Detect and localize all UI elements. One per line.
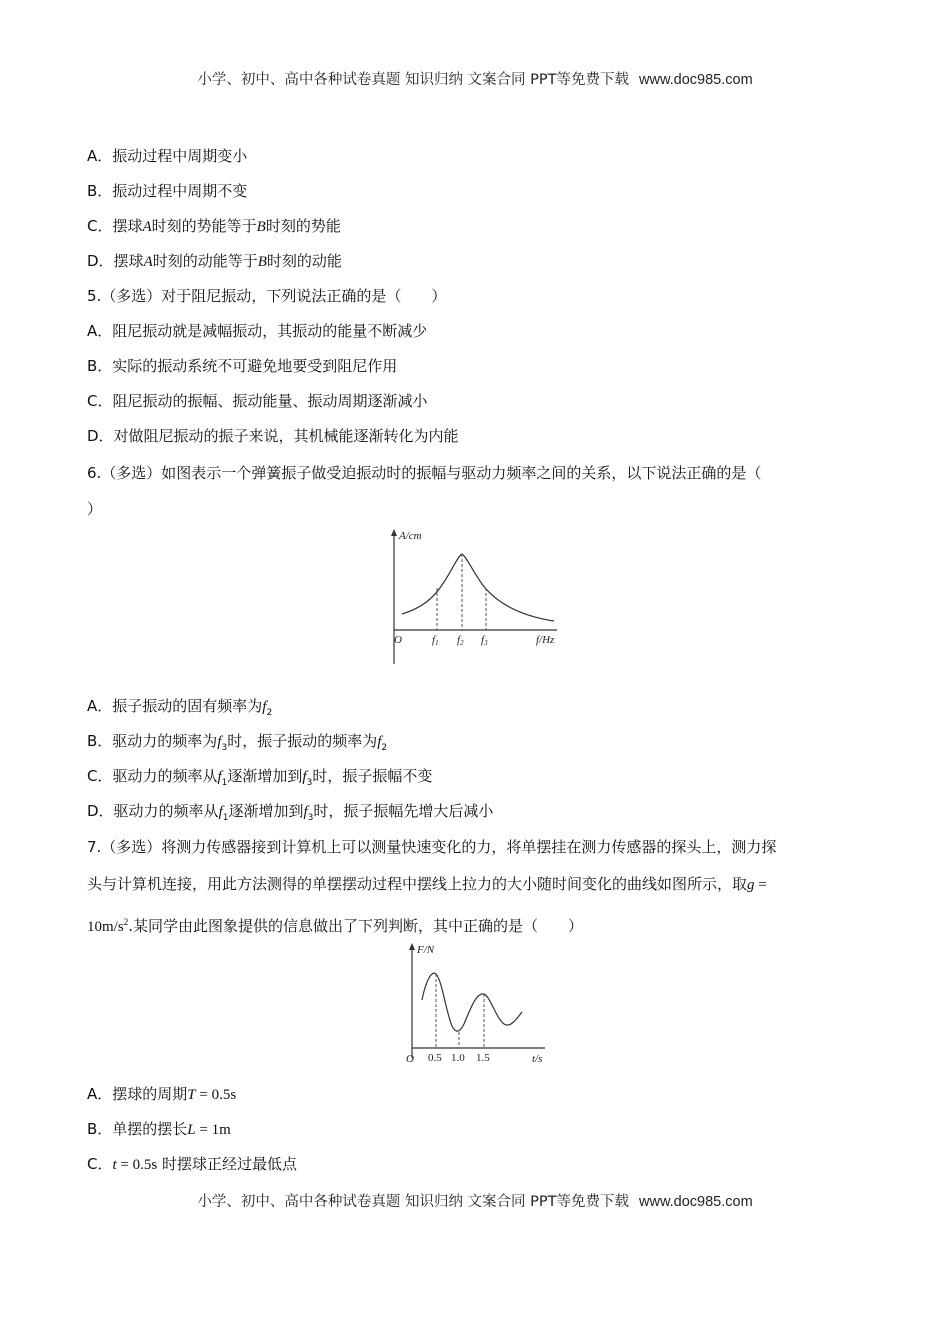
q7-option-a: A．摆球的周期T = 0.5s	[87, 1085, 237, 1103]
page-footer	[0, 1190, 950, 1211]
x-axis-label: t/s	[532, 1053, 543, 1065]
origin-label: O	[406, 1053, 414, 1065]
tick-label-1.5: 1.5	[476, 1052, 490, 1064]
q6-option-d: D．驱动力的频率从$f_1$逐渐增加到$f_3$时，振子振幅先增大后减小	[87, 802, 494, 823]
x-axis-label: f/Hz	[536, 634, 555, 646]
q6-option-b: B．驱动力的频率为$f_3$时，振子振动的频率为$f_2$	[87, 732, 388, 753]
q4-option-d: D．摆球A时刻的动能等于B时刻的动能	[87, 252, 342, 270]
force-time-chart	[400, 940, 555, 1068]
q5-stem: 5.（多选）对于阻尼振动，下列说法正确的是（ ）	[87, 287, 447, 305]
q6-option-a: A．振子振动的固有频率为$f_2$	[87, 697, 273, 718]
q6-option-c: C．驱动力的频率从$f_1$逐渐增加到$f_3$时，振子振幅不变	[87, 767, 433, 788]
q4-option-b: B．振动过程中周期不变	[87, 182, 248, 200]
q6-stem-line1: 6.（多选）如图表示一个弹簧振子做受迫振动时的振幅与驱动力频率之间的关系，以下说法正确的是（	[87, 464, 762, 482]
q7-stem-line2: 头与计算机连接，用此方法测得的单摆摆动过程中摆线上拉力的大小随时间变化的曲线如图所示，取g =	[87, 875, 767, 893]
q6-stem-line2: ）	[87, 500, 103, 518]
resonance-chart	[382, 526, 572, 668]
q5-option-b: B．实际的振动系统不可避免地要受到阻尼作用	[87, 357, 398, 375]
tick-label-f1: f1	[432, 634, 439, 647]
footer-url[interactable]: www.doc985.com	[639, 1194, 753, 1210]
q7-option-c: C．t = 0.5s 时摆球正经过最低点	[87, 1155, 297, 1173]
tick-label-1.0: 1.0	[451, 1052, 465, 1064]
q5-option-d: D．对做阻尼振动的振子来说，其机械能逐渐转化为内能	[87, 427, 459, 445]
tick-label-f2: f2	[457, 634, 464, 647]
force-curve	[422, 973, 522, 1031]
page-header	[0, 68, 950, 89]
header-text: 小学、初中、高中各种试卷真题 知识归纳 文案合同 PPT等免费下载	[197, 72, 630, 88]
q5-option-c: C．阻尼振动的振幅、振动能量、振动周期逐渐减小	[87, 392, 428, 410]
y-axis-arrow	[409, 943, 415, 950]
q7-stem-line3: $10m/s^2$.某同学由此图象提供的信息做出了下列判断，其中正确的是（ ）	[87, 917, 583, 935]
y-axis-arrow	[391, 529, 397, 536]
q5-option-a: A．阻尼振动就是减幅振动，其振动的能量不断减少	[87, 322, 428, 340]
q4-option-c: C．摆球A时刻的势能等于B时刻的势能	[87, 217, 341, 235]
tick-label-0.5: 0.5	[428, 1052, 442, 1064]
resonance-curve	[402, 554, 554, 621]
header-url[interactable]: www.doc985.com	[639, 72, 753, 88]
q7-option-b: B．单摆的摆长L = 1m	[87, 1120, 231, 1138]
footer-text: 小学、初中、高中各种试卷真题 知识归纳 文案合同 PPT等免费下载	[197, 1194, 630, 1210]
tick-label-f3: f3	[481, 634, 488, 647]
q4-option-a: A．振动过程中周期变小	[87, 147, 248, 165]
y-axis-label: F/N	[417, 944, 435, 956]
origin-label: O	[394, 634, 402, 646]
q7-stem-line1: 7.（多选）将测力传感器接到计算机上可以测量快速变化的力，将单摆挂在测力传感器的探头上，测力探	[87, 838, 777, 856]
y-axis-label: A/cm	[399, 530, 422, 542]
